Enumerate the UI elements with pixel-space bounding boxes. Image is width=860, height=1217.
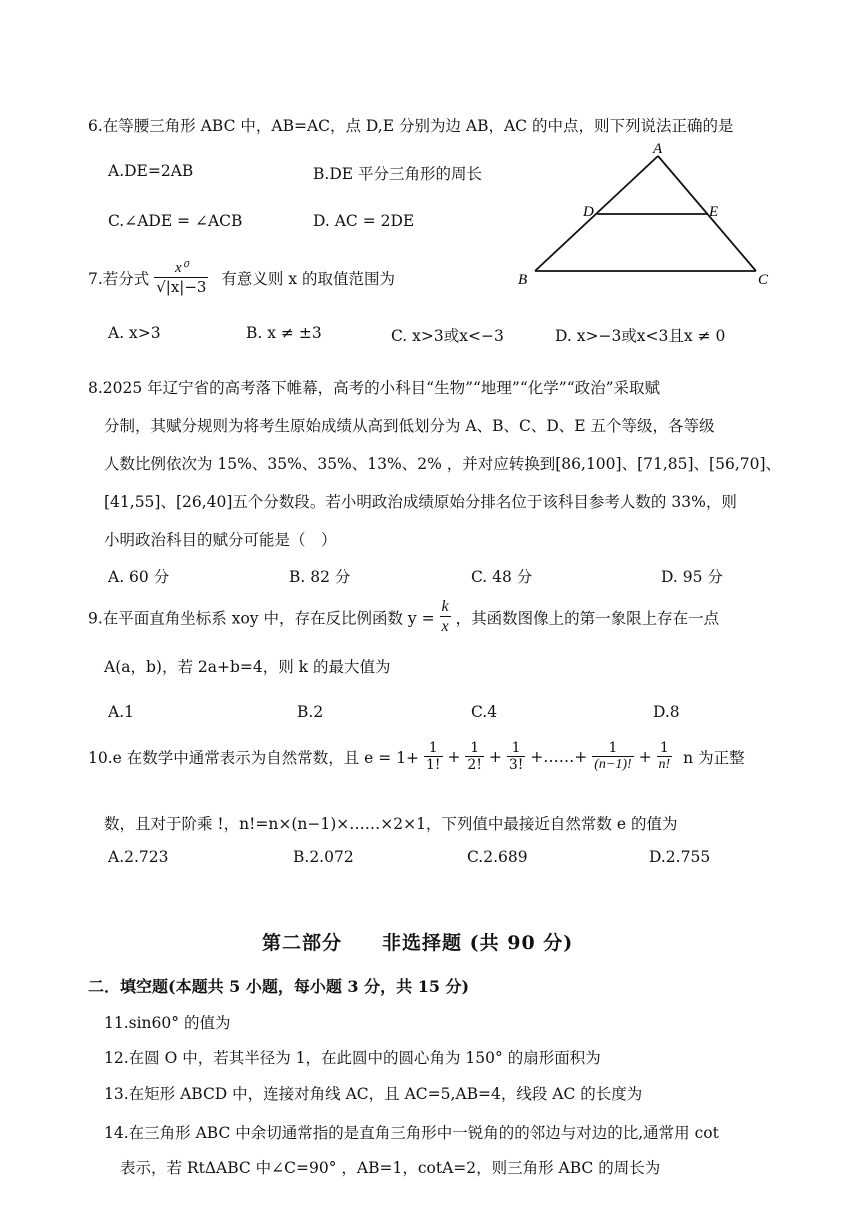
q8-line-2: 分制，其赋分规则为将考生原始成绩从高到低划分为 A、B、C、D、E 五个等级，各等级	[104, 417, 715, 435]
q14-line-2: 表示，若 RtΔABC 中∠C=90° ，AB=1，cotA=2，则三角形 ABC 的周长为	[120, 1159, 661, 1177]
q13: 13.在矩形 ABCD 中，连接对角线 AC，且 AC=5,AB=4，线段 AC 的长度为	[104, 1085, 643, 1103]
q10-term-1-den: 1!	[425, 757, 441, 774]
q10-term-2-den: 2!	[467, 757, 482, 774]
q10-term-3-den: 3!	[508, 757, 524, 774]
section-fill-blank: 二．填空题(本题共 5 小题，每小题 3 分，共 15 分)	[88, 977, 470, 996]
q9-fraction	[440, 598, 451, 637]
q10-term-1	[424, 740, 443, 774]
q10-term-2-num: 1	[465, 740, 484, 757]
q9-prefix: 9.在平面直角坐标系 xoy 中，存在反比例函数 y =	[88, 609, 435, 628]
q6-option-b: B.DE 平分三角形的周长	[313, 165, 482, 183]
q10-term-1-num: 1	[424, 740, 443, 757]
q7-fraction	[154, 260, 208, 296]
q7-option-d: D. x>−3或x<3且x ≠ 0	[555, 327, 726, 345]
q8-line-1: 8.2025 年辽宁省的高考落下帷幕，高考的小科目“生物”“地理”“化学”“政治”采取赋	[88, 379, 661, 397]
q7-option-c: C. x>3或x<−3	[391, 327, 504, 345]
q7-option-b: B. x ≠ ±3	[246, 324, 322, 342]
q9-option-c: C.4	[471, 703, 498, 721]
q10-option-a: A.2.723	[108, 848, 169, 866]
q9-line-2: A(a，b)，若 2a+b=4，则 k 的最大值为	[104, 658, 391, 676]
q10-term-3-num: 1	[507, 740, 526, 757]
label-c: C	[758, 272, 769, 288]
q9-line-1	[88, 598, 719, 637]
q10-option-b: B.2.072	[293, 848, 354, 866]
triangle-figure	[510, 138, 780, 290]
q10-term-n-num: 1	[657, 740, 673, 757]
q10-line-2: 数，且对于阶乘 !，n!=n×(n−1)×……×2×1，下列值中最接近自然常数 e 的值为	[104, 815, 678, 833]
q14-line-1: 14.在三角形 ABC 中余切通常指的是直角三角形中一锐角的的邻边与对边的比,通常用 cot	[104, 1124, 719, 1142]
q7-denominator: √|x|−3	[156, 278, 207, 297]
q10-term-n-1-num: 1	[592, 740, 633, 757]
q9-suffix: ，其函数图像上的第一象限上存在一点	[455, 609, 720, 628]
q11: 11.sin60° 的值为	[104, 1014, 231, 1032]
q10-option-d: D.2.755	[649, 848, 711, 866]
q10-plus-1: +	[447, 747, 461, 766]
q7-prefix: 7.若分式	[88, 270, 150, 289]
q10-term-3	[507, 740, 526, 774]
q9-denominator: x	[441, 618, 449, 636]
q6-option-c: C.∠ADE = ∠ACB	[108, 212, 243, 230]
q8-option-c: C. 48 分	[471, 568, 533, 586]
label-b: B	[518, 272, 528, 288]
q10-option-c: C.2.689	[467, 848, 528, 866]
q10-suffix: n 为正整	[683, 748, 745, 767]
q8-option-b: B. 82 分	[289, 568, 351, 586]
q6-option-d: D. AC = 2DE	[313, 212, 415, 230]
q10-plus-2: +	[488, 747, 502, 766]
q7-numerator: x⁰	[154, 260, 208, 278]
q9-option-a: A.1	[108, 703, 134, 721]
label-e: E	[709, 204, 719, 220]
q7-option-a: A. x>3	[108, 324, 161, 342]
label-a: A	[653, 141, 663, 157]
q7-line	[88, 260, 395, 296]
q8-line-3: 人数比例依次为 15%、35%、35%、13%、2% ，并对应转换到[86,100]、[71,85]、[56,70]、	[104, 455, 782, 473]
q9-option-b: B.2	[297, 703, 324, 721]
q10-prefix: 10.e 在数学中通常表示为自然常数，且 e = 1+	[88, 748, 420, 767]
q10-line-1	[88, 740, 745, 774]
q6-stem: 6.在等腰三角形 ABC 中，AB=AC，点 D,E 分别为边 AB，AC 的中点，则下列说法正确的是	[88, 117, 734, 135]
q9-numerator: k	[440, 598, 451, 617]
q10-term-n	[657, 740, 673, 774]
q10-dots: +……+	[530, 747, 588, 766]
q12: 12.在圆 O 中，若其半径为 1，在此圆中的圆心角为 150° 的扇形面积为	[104, 1049, 601, 1067]
q8-line-4: [41,55]、[26,40]五个分数段。若小明政治成绩原始分排名位于该科目参考人数的 33%，则	[104, 493, 737, 511]
q7-radicand: |x|−3	[165, 278, 207, 297]
q6-option-a: A.DE=2AB	[108, 162, 194, 180]
q10-term-n-den: n!	[658, 757, 671, 773]
q8-option-a: A. 60 分	[108, 568, 170, 586]
q10-term-n-1-den: (n−1)!	[594, 757, 632, 773]
q8-option-d: D. 95 分	[661, 568, 723, 586]
q7-suffix: 有意义则 x 的取值范围为	[221, 270, 396, 289]
q9-option-d: D.8	[653, 703, 680, 721]
q8-line-5: 小明政治科目的赋分可能是（ ）	[104, 531, 337, 549]
q10-term-2	[465, 740, 484, 774]
q10-plus-3: +	[638, 747, 652, 766]
q10-term-n-1	[592, 740, 633, 774]
part2-title: 第二部分 非选择题 (共 90 分)	[262, 932, 574, 954]
label-d: D	[583, 204, 594, 220]
